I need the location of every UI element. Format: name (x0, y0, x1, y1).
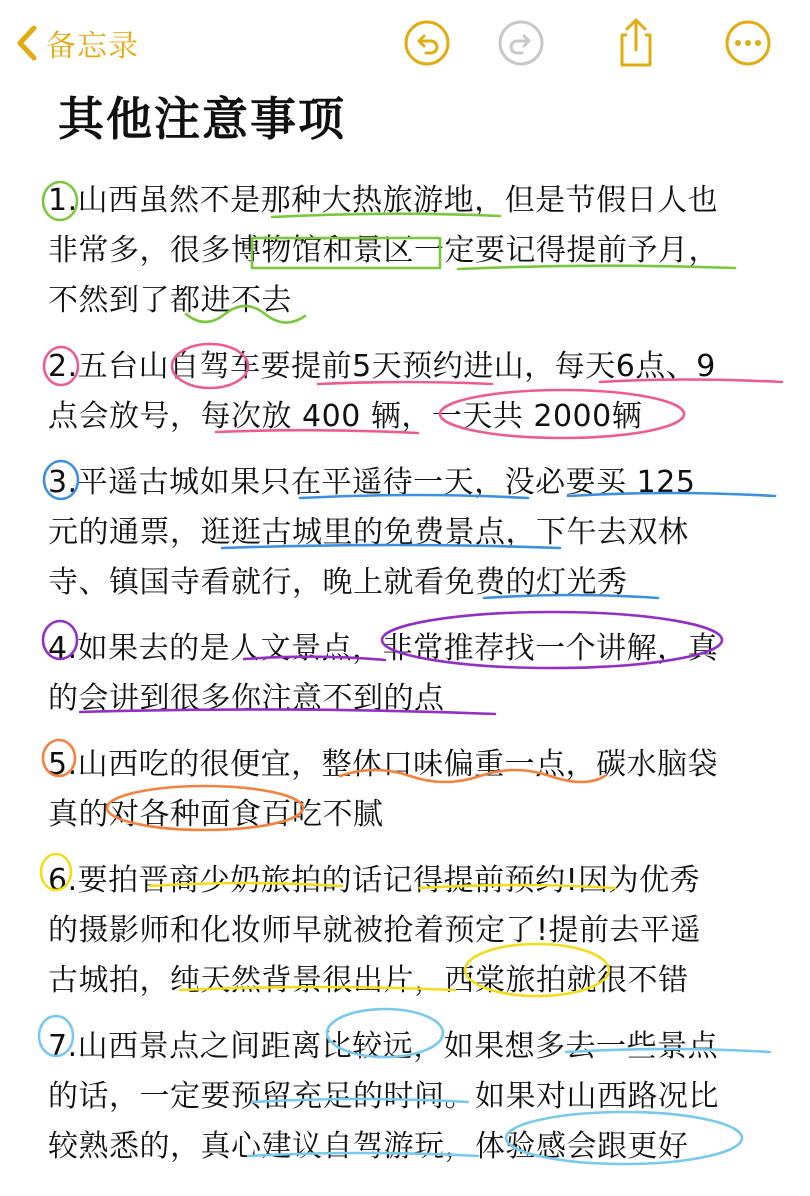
chevron-left-icon (14, 23, 40, 63)
note-item-4: 4.如果去的是人文景点，非常推荐找一个讲解，真 的会讲到很多你注意不到的点 (48, 631, 719, 716)
note-title: 其他注意事项 (58, 92, 346, 146)
redo-icon (497, 19, 545, 67)
toolbar (0, 0, 810, 90)
more-icon (724, 19, 772, 67)
undo-button[interactable] (403, 19, 451, 67)
undo-icon (403, 19, 451, 67)
note-item-3: 3.平遥古城如果只在平遥待一天，没必要买 125 元的通票，逛逛古城里的免费景点，下午去双林 寺、镇国寺看就行，晚上就看免费的灯光秀 (48, 465, 696, 600)
back-button[interactable] (14, 20, 139, 66)
note-item-2: 2.五台山自驾车要提前5天预约进山，每天6点、9 点会放号，每次放 400 辆，一天共 2000辆 (48, 349, 716, 434)
note-item-1: 1.山西虽然不是那种大热旅游地，但是节假日人也 非常多，很多博物馆和景区一定要记得提前予月， 不然到了都进不去 (48, 183, 719, 318)
note-item-7: 7.山西景点之间距离比较远，如果想多去一些景点 的话，一定要预留充足的时间。如果对山西路况比 较熟悉的，真心建议自驾游玩，体验感会跟更好 (48, 1029, 719, 1164)
note-item-6: 6.要拍晋商少奶旅拍的话记得提前预约!因为优秀 的摄影师和化妆师早就被抢着预定了!提前去平遥 古城拍，纯天然背景很出片，西棠旅拍就很不错 (48, 863, 702, 998)
note-item-5: 5.山西吃的很便宜，整体口味偏重一点，碳水脑袋 真的对各种面食百吃不腻 (48, 747, 719, 832)
share-button[interactable] (612, 19, 660, 67)
note-body[interactable] (48, 176, 788, 1188)
more-button[interactable] (724, 19, 772, 67)
back-label: 备忘录 (46, 29, 139, 64)
share-icon (612, 17, 660, 69)
redo-button[interactable] (497, 19, 545, 67)
